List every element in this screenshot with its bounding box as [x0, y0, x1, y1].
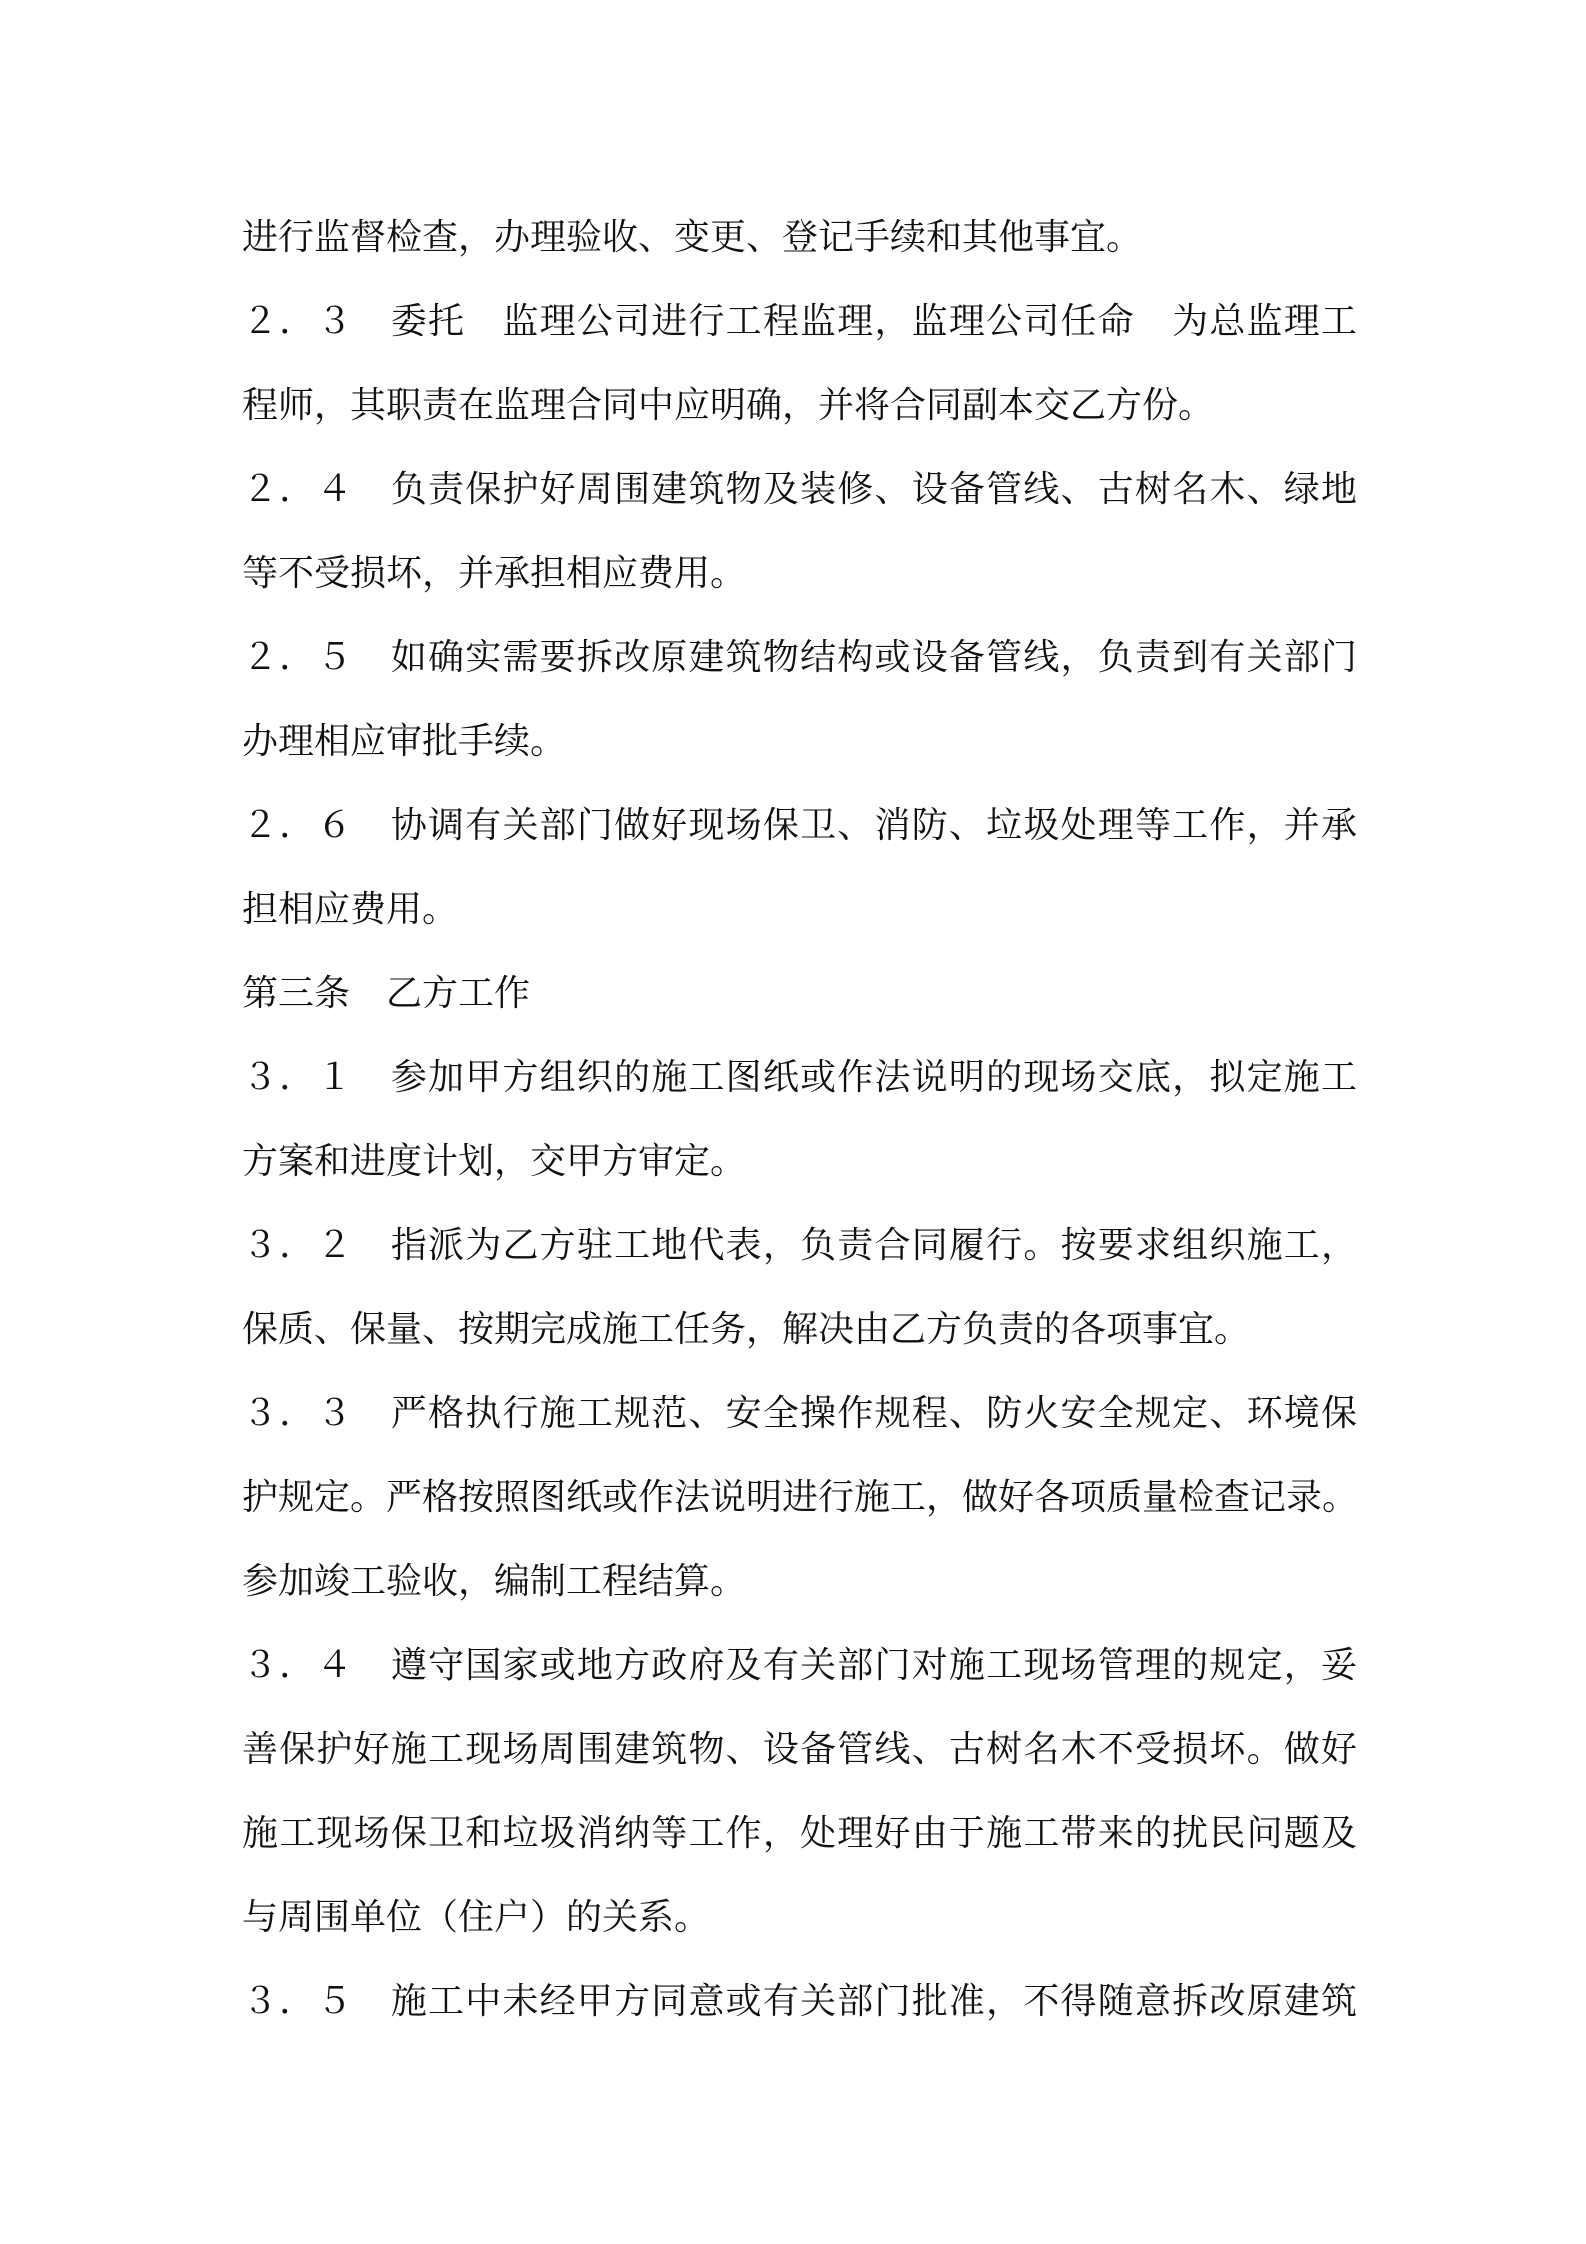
- text-line: 施工现场保卫和垃圾消纳等工作，处理好由于施工带来的扰民问题及: [242, 1813, 1357, 1854]
- text-line: ２．３ 委托 监理公司进行工程监理，监理公司任命 为总监理工: [242, 301, 1357, 342]
- text-line: 等不受损坏，并承担相应费用。: [242, 553, 747, 594]
- text-line: ３．４ 遵守国家或地方政府及有关部门对施工现场管理的规定，妥: [242, 1645, 1357, 1686]
- text-line: ２．５ 如确实需要拆改原建筑物结构或设备管线，负责到有关部门: [242, 637, 1357, 678]
- text-line: ２．６ 协调有关部门做好现场保卫、消防、垃圾处理等工作，并承: [242, 805, 1357, 846]
- text-line: 参加竣工验收，编制工程结算。: [242, 1561, 747, 1602]
- text-line: 进行监督检查，办理验收、变更、登记手续和其他事宜。: [242, 217, 1143, 258]
- text-line: ３．３ 严格执行施工规范、安全操作规程、防火安全规定、环境保: [242, 1393, 1357, 1434]
- text-line: ３．２ 指派为乙方驻工地代表，负责合同履行。按要求组织施工，: [242, 1225, 1357, 1266]
- text-line: ３．５ 施工中未经甲方同意或有关部门批准，不得随意拆改原建筑: [242, 1981, 1357, 2022]
- text-line: 担相应费用。: [242, 889, 459, 930]
- section-heading: 第三条 乙方工作: [242, 973, 531, 1014]
- text-line: 办理相应审批手续。: [242, 721, 567, 762]
- text-line: ３．１ 参加甲方组织的施工图纸或作法说明的现场交底，拟定施工: [242, 1057, 1357, 1098]
- text-line: 与周围单位（住户）的关系。: [242, 1897, 711, 1938]
- document-body: [242, 196, 1357, 2044]
- text-line: 善保护好施工现场周围建筑物、设备管线、古树名木不受损坏。做好: [242, 1729, 1357, 1770]
- text-line: 护规定。严格按照图纸或作法说明进行施工，做好各项质量检查记录。: [242, 1477, 1359, 1518]
- text-line: 程师，其职责在监理合同中应明确，并将合同副本交乙方份。: [242, 385, 1215, 426]
- text-line: 方案和进度计划，交甲方审定。: [242, 1141, 747, 1182]
- text-line: ２．４ 负责保护好周围建筑物及装修、设备管线、古树名木、绿地: [242, 469, 1357, 510]
- text-line: 保质、保量、按期完成施工任务，解决由乙方负责的各项事宜。: [242, 1309, 1251, 1350]
